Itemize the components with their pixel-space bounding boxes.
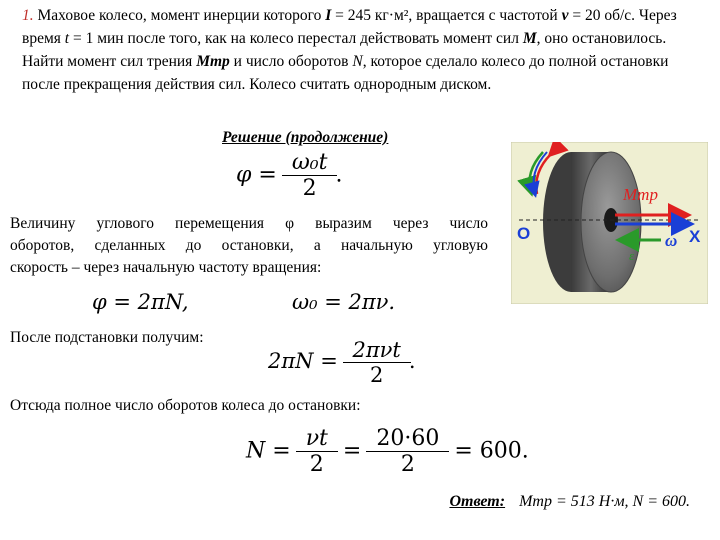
formula4-eq: = — [342, 438, 362, 464]
formula-phi — [236, 150, 342, 201]
problem-line3a: сил — [496, 30, 519, 47]
problem-line3d: , которое — [362, 53, 422, 70]
formula-2piN — [268, 338, 416, 387]
problem-line1b: = 245 кг·м², вращается с частотой — [335, 7, 558, 24]
para1-l3: скорость – через начальную частоту вращения: — [10, 259, 322, 276]
formula4-lhs: N = — [246, 438, 291, 464]
sym-Mtr: Mтр — [196, 53, 230, 70]
answer-label: Ответ: — [449, 493, 506, 510]
problem-line5: однородным диском. — [353, 76, 492, 93]
answer — [449, 493, 690, 511]
para1-l1: Величину углового перемещения φ выразим через число — [10, 215, 488, 232]
formula1-lhs: φ = — [236, 162, 277, 188]
formula2b: ω₀ = 2πν. — [292, 290, 396, 314]
problem-text — [22, 4, 702, 96]
label-X: X — [689, 227, 701, 246]
sym-N: N — [352, 53, 363, 70]
flywheel-diagram — [511, 142, 708, 304]
formula4-den1: 2 — [296, 451, 338, 477]
problem-line4: сделало колесо до полной остановки после прекращения действия сил. Колесо считать — [22, 53, 669, 93]
total-revolutions-text: Отсюда полное число оборотов колеса до остановки: — [10, 397, 361, 414]
formula4-result: = 600. — [454, 438, 529, 464]
sym-M: M — [522, 30, 537, 47]
flywheel-figure — [511, 142, 708, 304]
formula3-end: . — [408, 349, 416, 373]
sym-t: t — [64, 30, 70, 47]
sym-I: I — [325, 7, 332, 24]
para1-l2: оборотов, сделанных до остановки, а начальную угловую — [10, 237, 488, 254]
formula3-num: 2πνt — [352, 338, 401, 362]
answer-text: Mтр = 513 Н·м, N = 600. — [519, 493, 690, 510]
problem-line1a: Маховое колесо, момент инерции которого — [37, 7, 322, 24]
label-omega: ω — [665, 231, 678, 250]
problem-number: 1. — [22, 7, 34, 24]
formula1-num: ω₀t — [291, 150, 328, 175]
formula3-den: 2 — [343, 362, 411, 387]
problem-line3b: , оно остановилось. Найти момент сил трения — [22, 30, 667, 70]
after-substitution: После подстановки получим: — [10, 329, 204, 346]
solution-heading: Решение (продолжение) — [222, 129, 389, 146]
formula4-den2: 2 — [366, 451, 449, 477]
formula-N — [246, 426, 529, 477]
formula2a: φ = 2πN, — [92, 290, 189, 314]
formula1-den: 2 — [282, 175, 338, 201]
problem-line1c: = — [572, 7, 582, 24]
formula3-lhs: 2πN = — [268, 349, 338, 373]
problem-line3c: и число оборотов — [233, 53, 349, 70]
label-O: O — [517, 224, 531, 243]
formula4-num2: 20·60 — [376, 426, 440, 451]
label-Mtr: Mтр — [623, 185, 658, 204]
problem-line2b: = 1 мин после того, как на колесо перестал действовать момент — [72, 30, 493, 47]
formula4-num1: νt — [305, 426, 328, 451]
label-epsilon: ε — [629, 248, 635, 263]
formula1-end: . — [335, 162, 343, 188]
problem-line2a: 20 об/с. Через время — [22, 7, 677, 47]
sym-nu: ν — [561, 7, 569, 24]
